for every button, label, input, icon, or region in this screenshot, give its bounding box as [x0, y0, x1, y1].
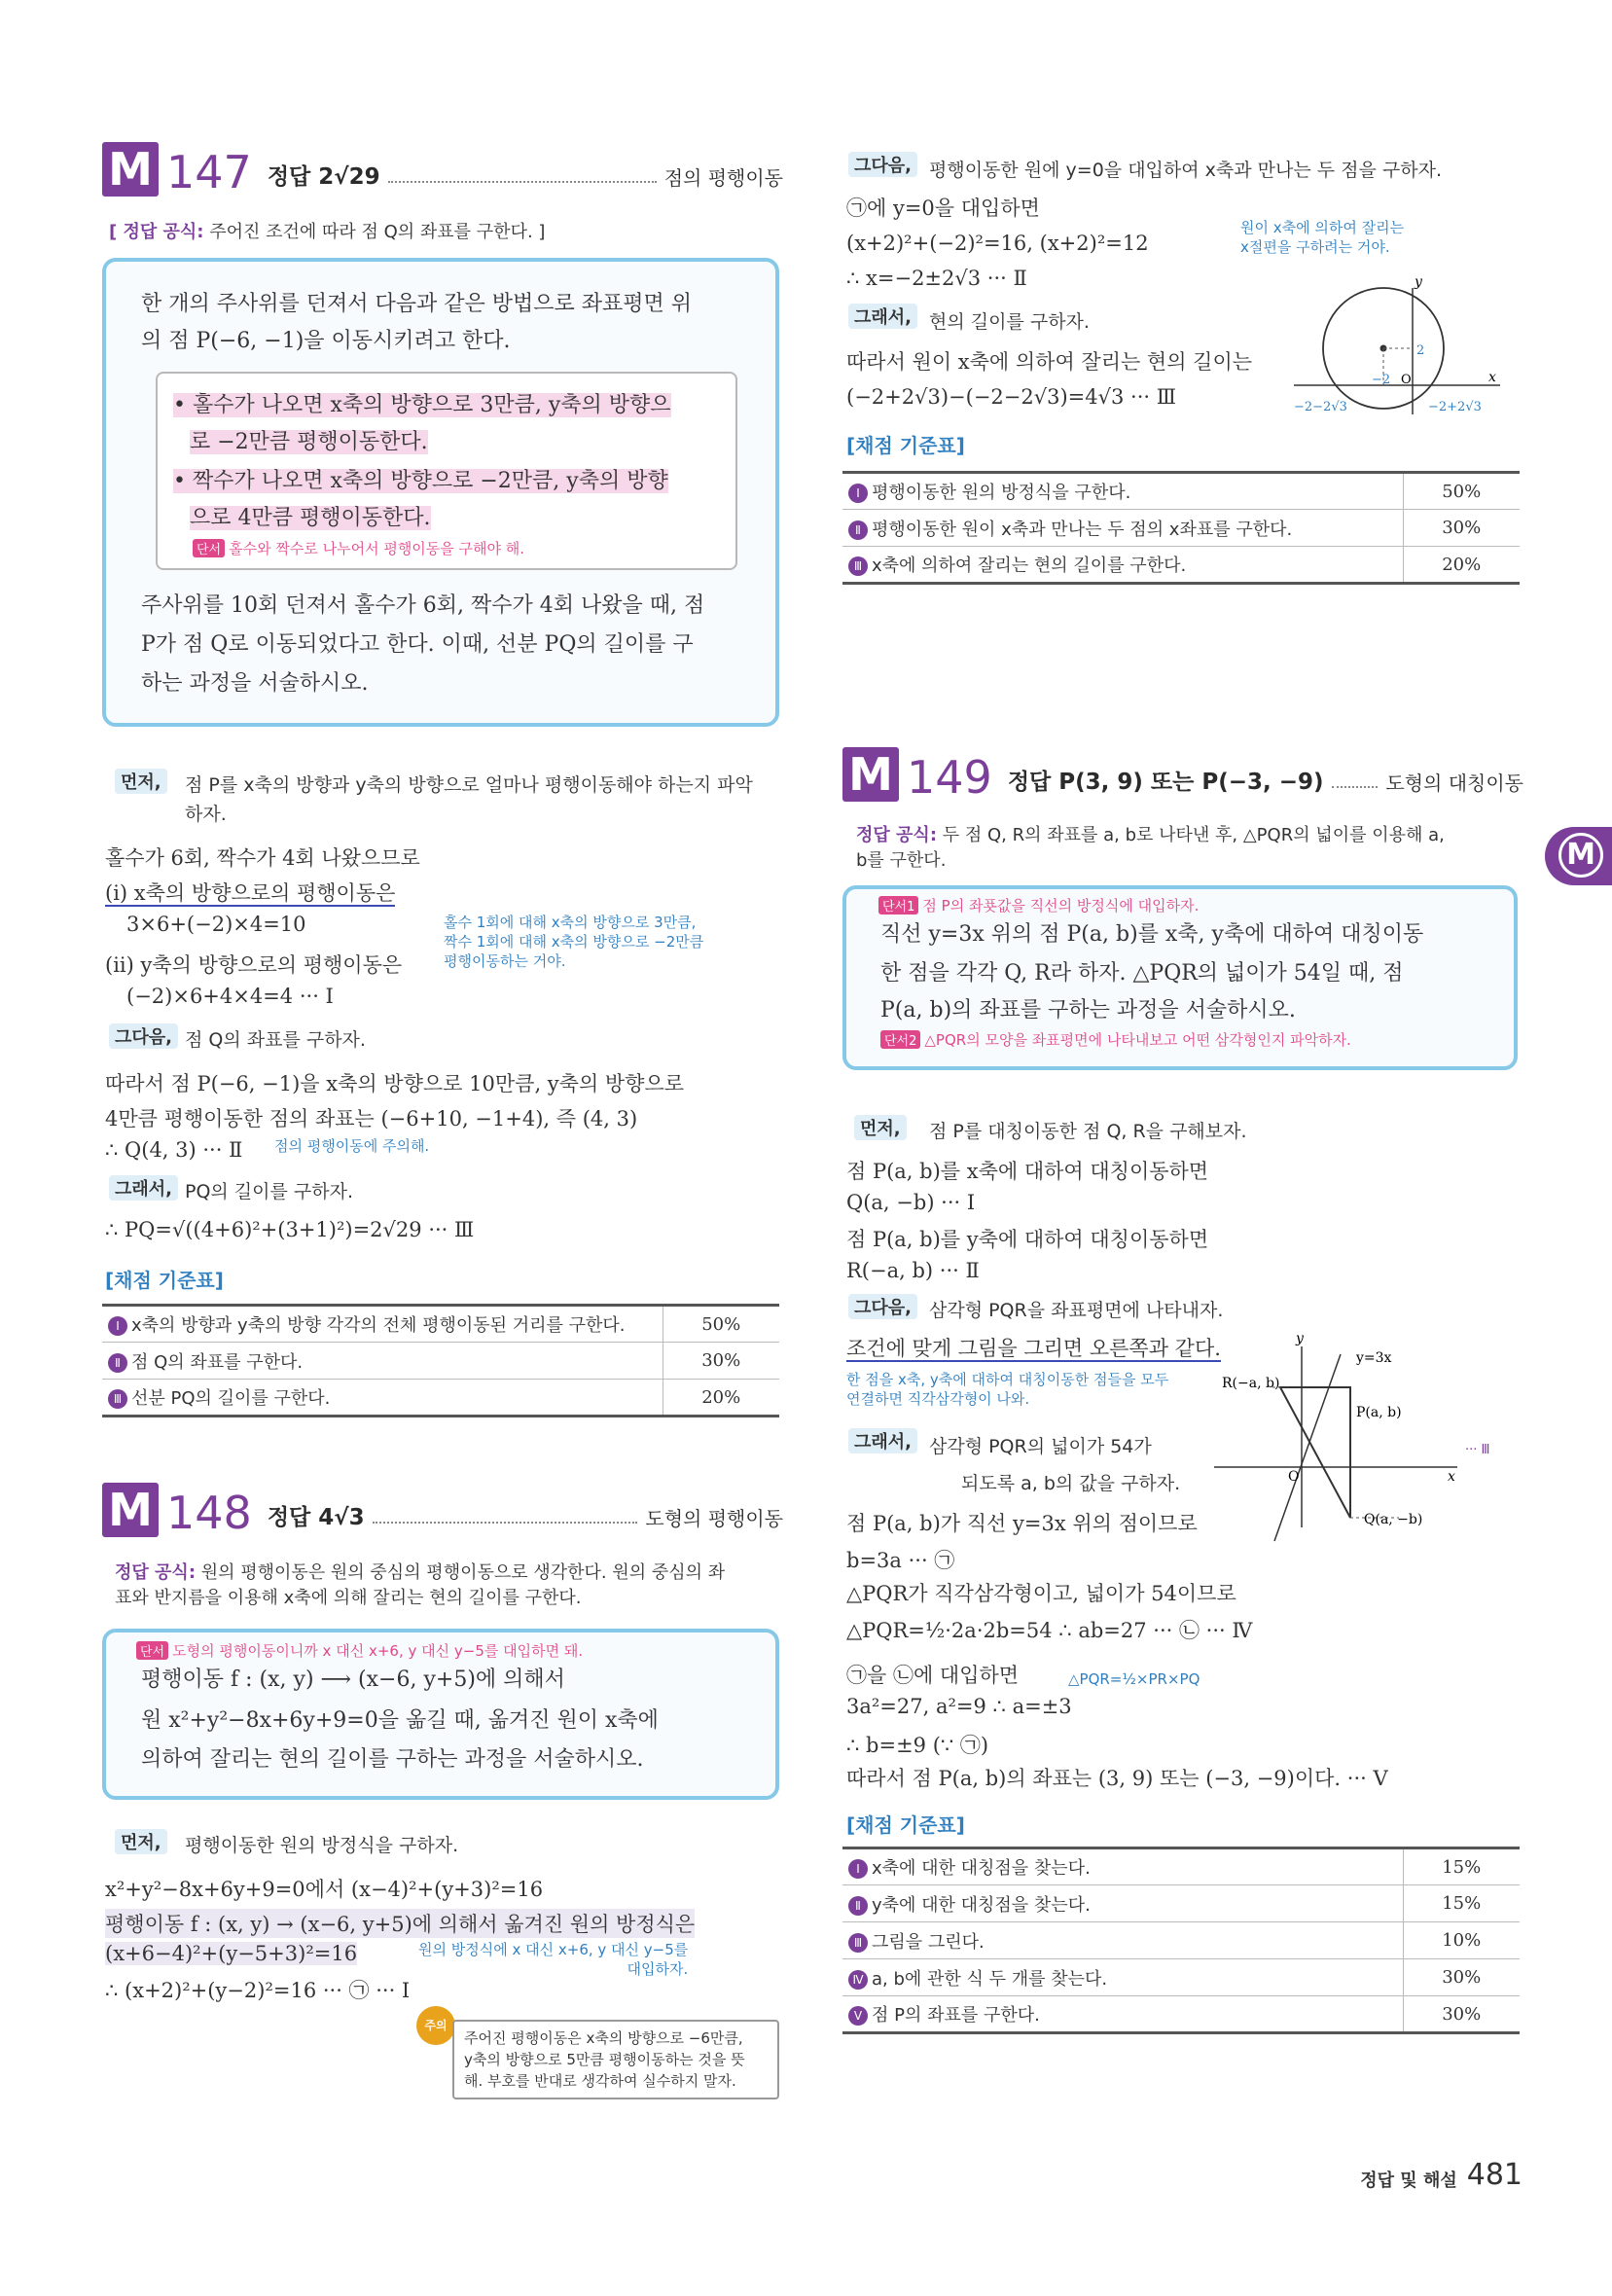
problem-number: 147: [166, 146, 252, 198]
footer-label: 정답 및 해설: [1360, 2170, 1457, 2191]
solution-line: ∴ x=−2±2√3 ··· Ⅱ: [846, 267, 1027, 290]
side-note: △PQR=½×PR×PQ: [1068, 1670, 1200, 1688]
rubric-row: Ⅱ 점 Q의 좌표를 구한다. 30%: [102, 1343, 779, 1380]
m-badge: M: [102, 1483, 159, 1537]
solution-line: (x+6−4)²+(y−5+3)²=16: [105, 1942, 358, 1965]
step-tag: 그다음,: [109, 1023, 178, 1049]
step-text: 되도록 a, b의 값을 구하자.: [961, 1473, 1181, 1494]
question-line: 주사위를 10회 던져서 홀수가 6회, 짝수가 4회 나왔을 때, 점: [141, 593, 705, 618]
rubric-row: Ⅱ 평행이동한 원이 x축과 만나는 두 점의 x좌표를 구한다. 30%: [842, 510, 1520, 547]
svg-text:−2: −2: [1372, 373, 1391, 387]
formula-label: [ 정답 공식:: [109, 222, 204, 242]
svg-text:O: O: [1401, 373, 1412, 387]
hint-text: 홀수와 짝수로 나누어서 평행이동을 구해야 해.: [229, 540, 525, 557]
rubric-row: Ⅰ x축의 방향과 y축의 방향 각각의 전체 평행이동된 거리를 구한다. 50%: [102, 1306, 779, 1343]
step-tag: 그래서,: [848, 304, 917, 329]
solution-line: 평행이동 f : (x, y) → (x−6, y+5)에 의해서 옮겨진 원의 방정식은: [105, 1909, 695, 1938]
rule-line: • 짝수가 나오면 x축의 방향으로 −2만큼, y축의 방향: [173, 469, 668, 493]
solution-line: b=3a ··· ㉠: [846, 1549, 955, 1572]
solution-line: 3a²=27, a²=9 ∴ a=±3: [846, 1695, 1072, 1718]
step-text: PQ의 길이를 구하자.: [185, 1181, 354, 1202]
question-line: 의하여 잘리는 현의 길이를 구하는 과정을 서술하시오.: [141, 1747, 644, 1772]
solution-line: △PQR가 직각삼각형이고, 넓이가 54이므로: [846, 1582, 1236, 1605]
solution-line: 점 P(a, b)를 y축에 대하여 대칭이동하면: [846, 1228, 1209, 1251]
warning-badge: 주의: [416, 2006, 455, 2045]
rubric-title: [채점 기준표]: [846, 1813, 965, 1837]
dot-leader: [388, 181, 657, 183]
solution-line: ㉠을 ㉡에 대입하면: [846, 1664, 1020, 1687]
step-text: 현의 길이를 구하자.: [929, 311, 1090, 333]
formula-line: 정답 공식: 두 점 Q, R의 좌표를 a, b로 나타낸 후, △PQR의 넓이를 이용해 a, b를 구한다.: [856, 825, 1445, 871]
chapter-tab: [1545, 827, 1612, 885]
step-tag: 먼저,: [115, 769, 167, 794]
svg-text:Q(a, −b): Q(a, −b): [1364, 1512, 1423, 1527]
svg-text:··· Ⅲ: ··· Ⅲ: [1465, 1443, 1490, 1457]
svg-text:y: y: [1296, 1333, 1304, 1346]
topic: 도형의 대칭이동: [1385, 771, 1523, 795]
question-line: 하는 과정을 서술하시오.: [141, 671, 369, 696]
answer: 정답 4√3: [267, 1505, 365, 1530]
triangle-graph: [1214, 1333, 1512, 1553]
solution-line: ∴ b=±9 (∵ ㉠): [846, 1734, 989, 1757]
step-text: 점 Q의 좌표를 구하자.: [185, 1029, 366, 1051]
step-tag: 그다음,: [848, 152, 917, 177]
solution-line: (x+2)²+(−2)²=16, (x+2)²=12: [846, 232, 1149, 255]
solution-line: (ii) y축의 방향으로의 평행이동은: [105, 953, 403, 977]
chapter-tab-letter: M: [1558, 833, 1603, 878]
question-line: 평행이동 f : (x, y) ⟶ (x−6, y+5)에 의해서: [141, 1668, 565, 1692]
solution-line: x²+y²−8x+6y+9=0에서 (x−4)²+(y+3)²=16: [105, 1878, 544, 1901]
rubric-table: [842, 471, 1520, 585]
step-tag: 그다음,: [848, 1294, 917, 1319]
m-badge: M: [102, 142, 159, 197]
page-number: 481: [1466, 2158, 1522, 2192]
solution-line: ∴ Q(4, 3) ··· Ⅱ: [105, 1138, 243, 1162]
side-note: 홀수 1회에 대해 x축의 방향으로 3만큼, 짝수 1회에 대해 x축의 방향으로 −2만큼 평행이동하는 거야.: [444, 914, 704, 970]
problem-149-header: [842, 747, 1523, 802]
rubric-title: [채점 기준표]: [105, 1269, 224, 1292]
step-text: 점 P를 x축의 방향과 y축의 방향으로 얼마나 평행이동해야 하는지 파악: [185, 774, 753, 796]
step-text: 하자.: [185, 804, 227, 825]
step-text: 평행이동한 원에 y=0을 대입하여 x축과 만나는 두 점을 구하자.: [929, 160, 1442, 181]
svg-text:y: y: [1415, 278, 1422, 290]
question-line: 의 점 P(−6, −1)을 이동시키려고 한다.: [141, 329, 511, 353]
svg-text:−2+2√3: −2+2√3: [1428, 400, 1482, 414]
question-line: 한 개의 주사위를 던져서 다음과 같은 방법으로 좌표평면 위: [141, 292, 692, 316]
step-tag: 그래서,: [848, 1428, 917, 1453]
rubric-row: Ⅰ 평행이동한 원의 방정식을 구한다. 50%: [842, 473, 1520, 510]
formula-line: [109, 218, 545, 243]
solution-line: 점 P(a, b)를 x축에 대하여 대칭이동하면: [846, 1160, 1209, 1183]
answer: 정답 P(3, 9) 또는 P(−3, −9): [1007, 770, 1324, 795]
dot-leader: [373, 1522, 638, 1524]
rule-line: 으로 4만큼 평행이동한다.: [190, 506, 431, 530]
side-note: 원의 방정식에 x 대신 x+6, y 대신 y−5를 대입하자.: [418, 1941, 689, 1978]
side-note: 한 점을 x축, y축에 대하여 대칭이동한 점들을 모두 연결하면 직각삼각형이 나와.: [846, 1371, 1169, 1408]
step-tag: 먼저,: [115, 1829, 167, 1854]
question-line: P(a, b)의 좌표를 구하는 과정을 서술하시오.: [880, 998, 1296, 1022]
solution-line: 따라서 원이 x축에 의하여 잘리는 현의 길이는: [846, 350, 1253, 374]
solution-line: 4만큼 평행이동한 점의 좌표는 (−6+10, −1+4), 즉 (4, 3): [105, 1107, 638, 1130]
topic: 도형의 평행이동: [645, 1507, 783, 1530]
formula-line: 정답 공식: 원의 평행이동은 원의 중심의 평행이동으로 생각한다. 원의 중심의 좌 표와 반지름을 이용해 x축에 의해 잘리는 현의 길이를 구한다.: [115, 1562, 726, 1608]
svg-text:O: O: [1288, 1469, 1300, 1485]
question-line: 원 x²+y²−8x+6y+9=0을 옮길 때, 옮겨진 원이 x축에: [141, 1708, 659, 1733]
solution-line: Q(a, −b) ··· Ⅰ: [846, 1191, 976, 1214]
question-line: 직선 y=3x 위의 점 P(a, b)를 x축, y축에 대하여 대칭이동: [880, 922, 1424, 947]
svg-text:−2−2√3: −2−2√3: [1294, 400, 1347, 414]
rule-line: • 홀수가 나오면 x축의 방향으로 3만큼, y축의 방향으: [173, 393, 671, 417]
step-text: 점 P를 대칭이동한 점 Q, R을 구해보자.: [929, 1121, 1247, 1142]
rule-line: 로 −2만큼 평행이동한다.: [190, 430, 428, 454]
rubric-row: Ⅲ 선분 PQ의 길이를 구한다. 20%: [102, 1380, 779, 1417]
side-note: 원이 x축에 의하여 잘리는 x절편을 구하려는 거야.: [1240, 219, 1405, 256]
rubric-row: Ⅳ a, b에 관한 식 두 개를 찾는다. 30%: [842, 1959, 1520, 1996]
solution-line: ∴ PQ=√((4+6)²+(3+1)²)=2√29 ··· Ⅲ: [105, 1218, 475, 1241]
svg-text:2: 2: [1416, 343, 1425, 358]
solution-line: ㉠에 y=0을 대입하면: [846, 197, 1040, 220]
solution-line: △PQR=½·2a·2b=54 ∴ ab=27 ··· ㉡ ··· Ⅳ: [846, 1619, 1253, 1642]
rubric-row: Ⅱ y축에 대한 대칭점을 찾는다. 15%: [842, 1885, 1520, 1922]
solution-line: 조건에 맞게 그림을 그리면 오른쪽과 같다.: [846, 1337, 1221, 1360]
step-text: 평행이동한 원의 방정식을 구하자.: [185, 1835, 459, 1856]
solution-line: 점 P(a, b)가 직선 y=3x 위의 점이므로: [846, 1512, 1198, 1535]
svg-text:y=3x: y=3x: [1356, 1350, 1392, 1366]
problem-147-header: [102, 142, 783, 197]
rubric-row: Ⅲ 그림을 그린다. 10%: [842, 1922, 1520, 1959]
hint: 단서 도형의 평행이동이니까 x 대신 x+6, y 대신 y−5를 대입하면 돼.: [136, 1640, 583, 1661]
circle-graph: [1294, 278, 1508, 424]
solution-line: 홀수가 6회, 짝수가 4회 나왔으므로: [105, 846, 420, 870]
rubric-row: Ⅴ 점 P의 좌표를 구한다. 30%: [842, 1996, 1520, 2033]
svg-text:x: x: [1448, 1469, 1455, 1485]
problem-148-header: [102, 1483, 783, 1537]
svg-text:P(a, b): P(a, b): [1356, 1405, 1402, 1420]
rubric-table: [102, 1304, 779, 1417]
warning-box: 주어진 평행이동은 x축의 방향으로 −6만큼, y축의 방향으로 5만큼 평행이동하는 것을 뜻 해. 부호를 반대로 생각하여 실수하지 말자.: [452, 2020, 779, 2099]
dot-leader: [1332, 786, 1379, 788]
formula-text: 주어진 조건에 따라 점 Q의 좌표를 구한다. ]: [209, 222, 546, 242]
solution-line: R(−a, b) ··· Ⅱ: [846, 1259, 980, 1282]
answer: 정답 2√29: [267, 164, 380, 190]
solution-line: (−2)×6+4×4=4 ··· Ⅰ: [126, 985, 334, 1008]
step-text: 삼각형 PQR의 넓이가 54가: [929, 1436, 1152, 1457]
rubric-title: [채점 기준표]: [846, 434, 965, 457]
hint: [193, 538, 524, 558]
rubric-row: Ⅰ x축에 대한 대칭점을 찾는다. 15%: [842, 1848, 1520, 1885]
solution-line: 따라서 점 P(a, b)의 좌표는 (3, 9) 또는 (−3, −9)이다. ··· Ⅴ: [846, 1767, 1388, 1790]
hint: 단서1 점 P의 좌푯값을 직선의 방정식에 대입하자.: [878, 895, 1199, 915]
hint-tag: 단서: [193, 539, 225, 557]
problem-number: 148: [166, 1487, 252, 1539]
step-tag: 그래서,: [109, 1175, 178, 1201]
m-badge: M: [842, 747, 899, 802]
question-line: 한 점을 각각 Q, R라 하자. △PQR의 넓이가 54일 때, 점: [880, 961, 1404, 986]
problem-number: 149: [907, 751, 992, 804]
solution-line: ∴ (x+2)²+(y−2)²=16 ··· ㉠ ··· Ⅰ: [105, 1979, 411, 2002]
solution-line: 따라서 점 P(−6, −1)을 x축의 방향으로 10만큼, y축의 방향으로: [105, 1072, 685, 1095]
svg-text:x: x: [1488, 370, 1496, 385]
svg-text:R(−a, b): R(−a, b): [1222, 1376, 1280, 1391]
solution-line: 3×6+(−2)×4=10: [126, 913, 306, 936]
side-note: 점의 평행이동에 주의해.: [274, 1137, 430, 1155]
solution-line: (−2+2√3)−(−2−2√3)=4√3 ··· Ⅲ: [846, 385, 1177, 409]
page-footer: [1360, 2158, 1522, 2192]
step-tag: 먼저,: [854, 1115, 907, 1140]
rubric-row: Ⅲ x축에 의하여 잘리는 현의 길이를 구한다. 20%: [842, 547, 1520, 584]
rubric-table: [842, 1847, 1520, 2034]
solution-line: (i) x축의 방향으로의 평행이동은: [105, 881, 396, 905]
hint: 단서2 △PQR의 모양을 좌표평면에 나타내보고 어떤 삼각형인지 파악하자.: [880, 1029, 1351, 1050]
step-text: 삼각형 PQR을 좌표평면에 나타내자.: [929, 1300, 1224, 1321]
topic: 점의 평행이동: [663, 166, 783, 190]
question-line: P가 점 Q로 이동되었다고 한다. 이때, 선분 PQ의 길이를 구: [141, 632, 694, 657]
